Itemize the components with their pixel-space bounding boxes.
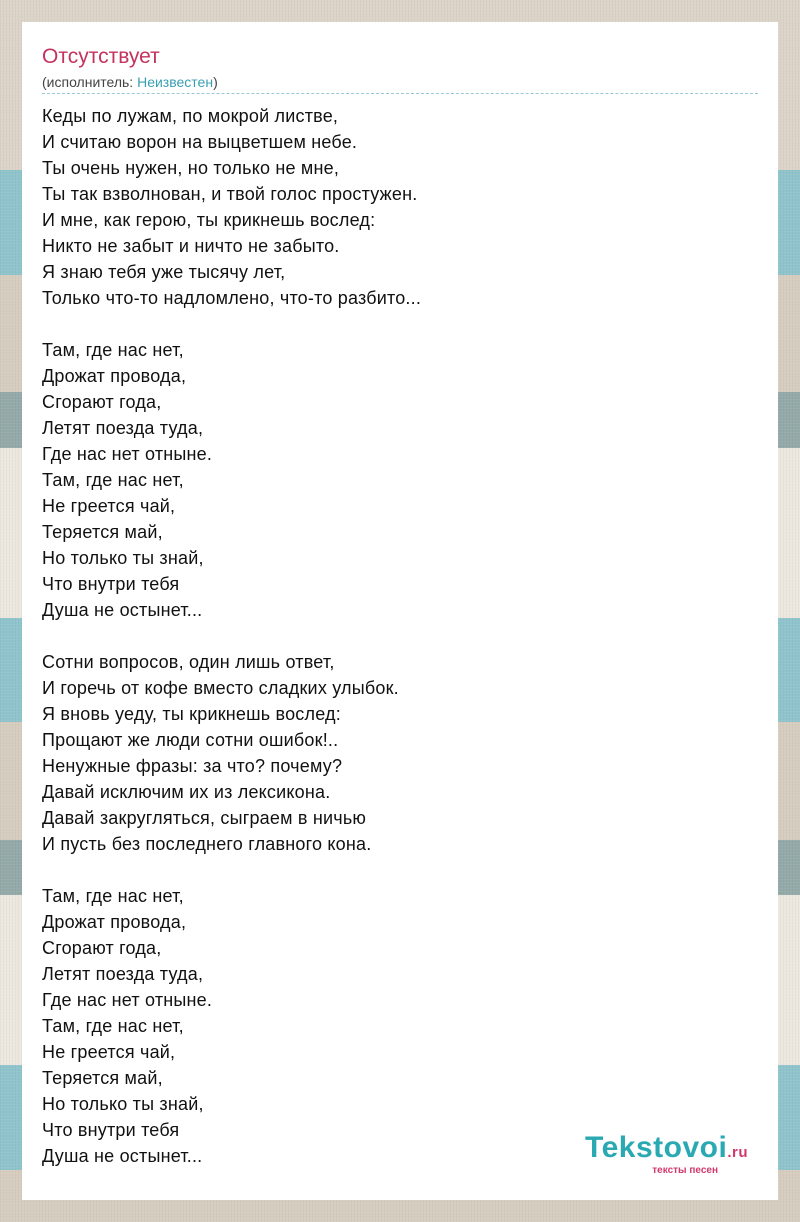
logo-tld: .ru bbox=[727, 1144, 748, 1161]
header-divider bbox=[42, 93, 758, 94]
lyric-line: Ты так взволнован, и твой голос простужен. bbox=[42, 184, 418, 204]
lyric-line: Где нас нет отныне. bbox=[42, 444, 213, 464]
performer-suffix: ) bbox=[213, 74, 218, 90]
song-title: Отсутствует bbox=[42, 45, 160, 68]
lyric-line: Там, где нас нет, bbox=[42, 1016, 184, 1036]
lyric-line: Сгорают года, bbox=[42, 938, 162, 958]
lyric-line: Там, где нас нет, bbox=[42, 886, 184, 906]
performer-line bbox=[42, 73, 218, 91]
lyric-line: Кеды по лужам, по мокрой листве, bbox=[42, 106, 339, 126]
lyric-line: И пусть без последнего главного кона. bbox=[42, 834, 372, 854]
lyric-line: Но только ты знай, bbox=[42, 1094, 204, 1114]
lyric-line: Что внутри тебя bbox=[42, 1120, 180, 1140]
lyrics-stanza bbox=[42, 337, 758, 623]
lyric-line: Дрожат провода, bbox=[42, 912, 187, 932]
lyric-line: Где нас нет отныне. bbox=[42, 990, 213, 1010]
lyric-line: Что внутри тебя bbox=[42, 574, 180, 594]
artist-link[interactable]: Неизвестен bbox=[137, 74, 214, 90]
lyric-line: Там, где нас нет, bbox=[42, 470, 184, 490]
lyric-line: Ты очень нужен, но только не мне, bbox=[42, 158, 340, 178]
lyrics-body bbox=[42, 103, 758, 1195]
lyric-line: Только что-то надломлено, что-то разбито... bbox=[42, 288, 422, 308]
lyric-line: Прощают же люди сотни ошибок!.. bbox=[42, 730, 339, 750]
lyric-line: Душа не остынет... bbox=[42, 1146, 203, 1166]
lyric-line: Никто не забыт и ничто не забыто. bbox=[42, 236, 340, 256]
lyrics-stanza bbox=[42, 883, 758, 1169]
logo-wordmark bbox=[585, 1132, 748, 1169]
lyric-line: Сгорают года, bbox=[42, 392, 162, 412]
lyric-line: И мне, как герою, ты крикнешь вослед: bbox=[42, 210, 376, 230]
site-logo[interactable] bbox=[585, 1132, 748, 1176]
lyrics-stanza bbox=[42, 649, 758, 857]
lyric-line: Но только ты знай, bbox=[42, 548, 204, 568]
lyric-line: Теряется май, bbox=[42, 1068, 163, 1088]
logo-tagline: тексты песен bbox=[652, 1165, 718, 1176]
lyric-line: Дрожат провода, bbox=[42, 366, 187, 386]
logo-name: Tekstovoi bbox=[585, 1131, 728, 1164]
lyric-line: Сотни вопросов, один лишь ответ, bbox=[42, 652, 335, 672]
lyric-line: Ненужные фразы: за что? почему? bbox=[42, 756, 343, 776]
lyric-line: Летят поезда туда, bbox=[42, 964, 204, 984]
lyric-line: И считаю ворон на выцветшем небе. bbox=[42, 132, 358, 152]
lyrics-card bbox=[22, 22, 778, 1200]
lyric-line: Теряется май, bbox=[42, 522, 163, 542]
lyric-line: Я вновь уеду, ты крикнешь вослед: bbox=[42, 704, 341, 724]
lyrics-stanza bbox=[42, 103, 758, 311]
lyric-line: Давай исключим их из лексикона. bbox=[42, 782, 331, 802]
lyric-line: Я знаю тебя уже тысячу лет, bbox=[42, 262, 286, 282]
performer-prefix: (исполнитель: bbox=[42, 74, 138, 90]
lyric-line: Не греется чай, bbox=[42, 1042, 176, 1062]
lyric-line: Летят поезда туда, bbox=[42, 418, 204, 438]
lyric-line: Не греется чай, bbox=[42, 496, 176, 516]
lyric-line: Душа не остынет... bbox=[42, 600, 203, 620]
lyric-line: Там, где нас нет, bbox=[42, 340, 184, 360]
lyric-line: Давай закругляться, сыграем в ничью bbox=[42, 808, 367, 828]
lyric-line: И горечь от кофе вместо сладких улыбок. bbox=[42, 678, 399, 698]
